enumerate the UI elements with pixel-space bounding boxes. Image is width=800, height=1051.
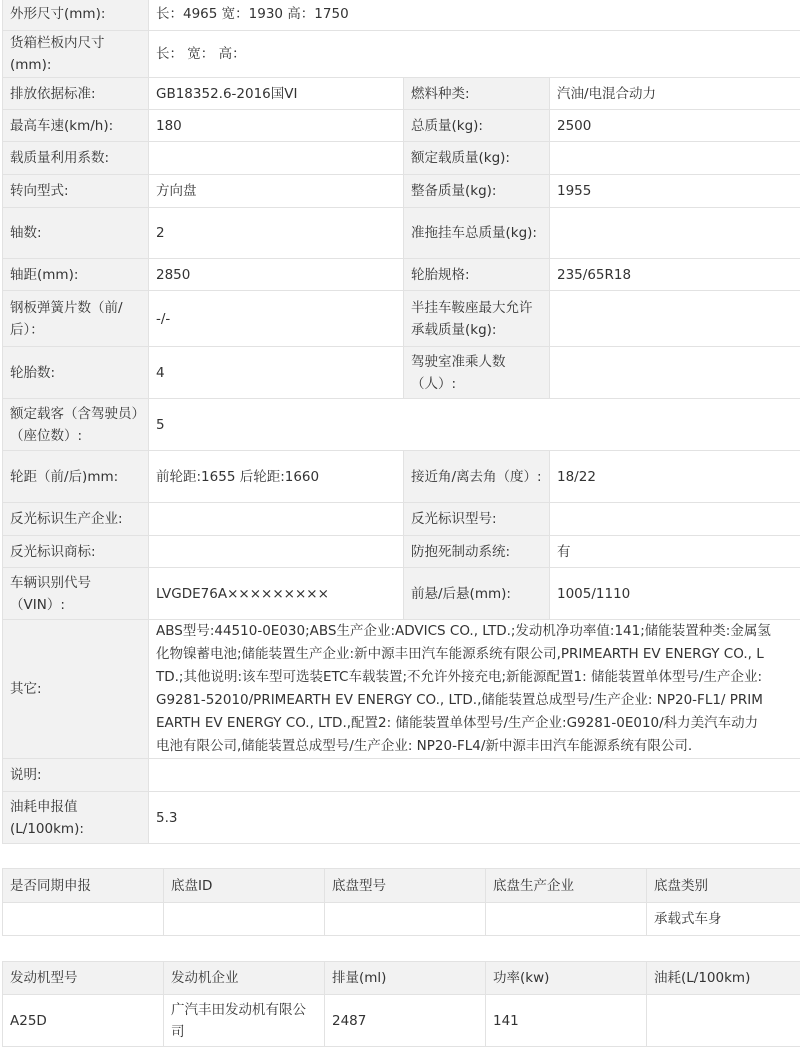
semi-trailer-load-label: 半挂车鞍座最大允许承载质量(kg):: [404, 291, 550, 347]
other-note-line: ABS型号:44510-0E030;ABS生产企业:ADVICS CO., LTD.;发动机净功率值:141;储能装置种类:金属氢: [156, 623, 771, 639]
dimensions-value: 长：4965 宽：1930 高：1750: [149, 0, 800, 31]
chassis-header-cell: 底盘生产企业: [486, 869, 647, 903]
fuel-consumption-value: 5.3: [149, 792, 800, 844]
semi-trailer-load-value: [550, 291, 800, 347]
steering-type-label: 转向型式:: [3, 175, 149, 208]
emission-standard-value: GB18352.6-2016国VI: [149, 78, 404, 110]
fuel-consumption-label: 油耗申报值(L/100km):: [3, 792, 149, 844]
remark-label: 说明:: [3, 759, 149, 792]
other-note-line: 化物镍蓄电池;储能装置生产企业:新中源丰田汽车能源系统有限公司,PRIMEARTH EV ENERGY CO., L: [156, 646, 764, 662]
chassis-header-cell: 底盘ID: [164, 869, 325, 903]
other-label: 其它:: [3, 620, 149, 759]
emission-standard-label: 排放依据标准:: [3, 78, 149, 110]
chassis-cell: 承载式车身: [647, 903, 800, 936]
engine-header-cell: 排量(ml): [325, 962, 486, 995]
load-utilization-value: [149, 142, 404, 175]
engine-table: [2, 961, 800, 1047]
engine-header-cell: 油耗(L/100km): [647, 962, 800, 995]
dimensions-label: 外形尺寸(mm):: [3, 0, 149, 31]
chassis-cell: [164, 903, 325, 936]
other-notes: [149, 620, 800, 759]
fuel-type-label: 燃料种类:: [404, 78, 550, 110]
engine-cell: [647, 995, 800, 1047]
abs-value: 有: [550, 536, 800, 568]
rated-passengers-label: 额定载客（含驾驶员）（座位数）:: [3, 399, 149, 451]
tire-spec-value: 235/65R18: [550, 259, 800, 291]
trailer-mass-value: [550, 208, 800, 259]
abs-label: 防抱死制动系统:: [404, 536, 550, 568]
chassis-table: [2, 868, 800, 936]
rated-passengers-value: 5: [149, 399, 800, 451]
chassis-cell: [325, 903, 486, 936]
engine-header-cell: 发动机企业: [164, 962, 325, 995]
reflector-model-value: [550, 503, 800, 536]
curb-mass-value: 1955: [550, 175, 800, 208]
vehicle-spec-table: [2, 0, 800, 844]
other-note-line: TD.;其他说明:该车型可选装ETC车载装置;不允许外接充电;新能源配置1: 储能装置单体型号/生产企业:: [156, 669, 763, 685]
leaf-spring-label: 钢板弹簧片数（前/后）：: [3, 291, 149, 347]
engine-cell: A25D: [3, 995, 164, 1047]
chassis-header-cell: 底盘型号: [325, 869, 486, 903]
axles-label: 轴数:: [3, 208, 149, 259]
curb-mass-label: 整备质量(kg):: [404, 175, 550, 208]
remark-value: [149, 759, 800, 792]
rated-load-value: [550, 142, 800, 175]
engine-cell: 141: [486, 995, 647, 1047]
vin-label: 车辆识别代号（VIN）:: [3, 568, 149, 620]
overhang-label: 前悬/后悬(mm):: [404, 568, 550, 620]
leaf-spring-value: -/-: [149, 291, 404, 347]
cab-occupants-label: 驾驶室准乘人数（人）:: [404, 347, 550, 399]
engine-cell: 2487: [325, 995, 486, 1047]
track-width-value: 前轮距:1655 后轮距:1660: [149, 451, 404, 503]
approach-departure-angle-label: 接近角/离去角（度）:: [404, 451, 550, 503]
wheelbase-label: 轴距(mm):: [3, 259, 149, 291]
total-mass-label: 总质量(kg):: [404, 110, 550, 142]
tire-count-label: 轮胎数:: [3, 347, 149, 399]
chassis-header-cell: 底盘类别: [647, 869, 800, 903]
engine-cell: 广汽丰田发动机有限公司: [164, 995, 325, 1047]
reflector-brand-label: 反光标识商标:: [3, 536, 149, 568]
max-speed-value: 180: [149, 110, 404, 142]
axles-value: 2: [149, 208, 404, 259]
tire-spec-label: 轮胎规格:: [404, 259, 550, 291]
max-speed-label: 最高车速(km/h):: [3, 110, 149, 142]
tire-count-value: 4: [149, 347, 404, 399]
wheelbase-value: 2850: [149, 259, 404, 291]
load-utilization-label: 载质量利用系数:: [3, 142, 149, 175]
reflector-maker-label: 反光标识生产企业:: [3, 503, 149, 536]
trailer-mass-label: 准拖挂车总质量(kg):: [404, 208, 550, 259]
other-note-line: 电池有限公司,储能装置总成型号/生产企业: NP20-FL4/新中源丰田汽车能源系统有限公司.: [156, 738, 693, 754]
cargo-size-value: 长： 宽： 高：: [149, 31, 800, 78]
chassis-cell: [3, 903, 164, 936]
chassis-cell: [486, 903, 647, 936]
rated-load-label: 额定载质量(kg):: [404, 142, 550, 175]
track-width-label: 轮距（前/后)mm:: [3, 451, 149, 503]
chassis-header-cell: 是否同期申报: [3, 869, 164, 903]
steering-type-value: 方向盘: [149, 175, 404, 208]
engine-header-cell: 发动机型号: [3, 962, 164, 995]
reflector-maker-value: [149, 503, 404, 536]
total-mass-value: 2500: [550, 110, 800, 142]
other-note-line: G9281-52010/PRIMEARTH EV ENERGY CO., LTD.,储能装置总成型号/生产企业: NP20-FL1/ PRIM: [156, 692, 763, 708]
reflector-model-label: 反光标识型号:: [404, 503, 550, 536]
cab-occupants-value: [550, 347, 800, 399]
vin-value: LVGDE76A×××××××××: [149, 568, 404, 620]
overhang-value: 1005/1110: [550, 568, 800, 620]
other-note-line: EARTH EV ENERGY CO., LTD.,配置2: 储能装置单体型号/生产企业:G9281-0E010/科力美汽车动力: [156, 715, 759, 731]
approach-departure-angle-value: 18/22: [550, 451, 800, 503]
engine-header-cell: 功率(kw): [486, 962, 647, 995]
reflector-brand-value: [149, 536, 404, 568]
cargo-size-label: 货箱栏板内尺寸(mm):: [3, 31, 149, 78]
fuel-type-value: 汽油/电混合动力: [550, 78, 800, 110]
